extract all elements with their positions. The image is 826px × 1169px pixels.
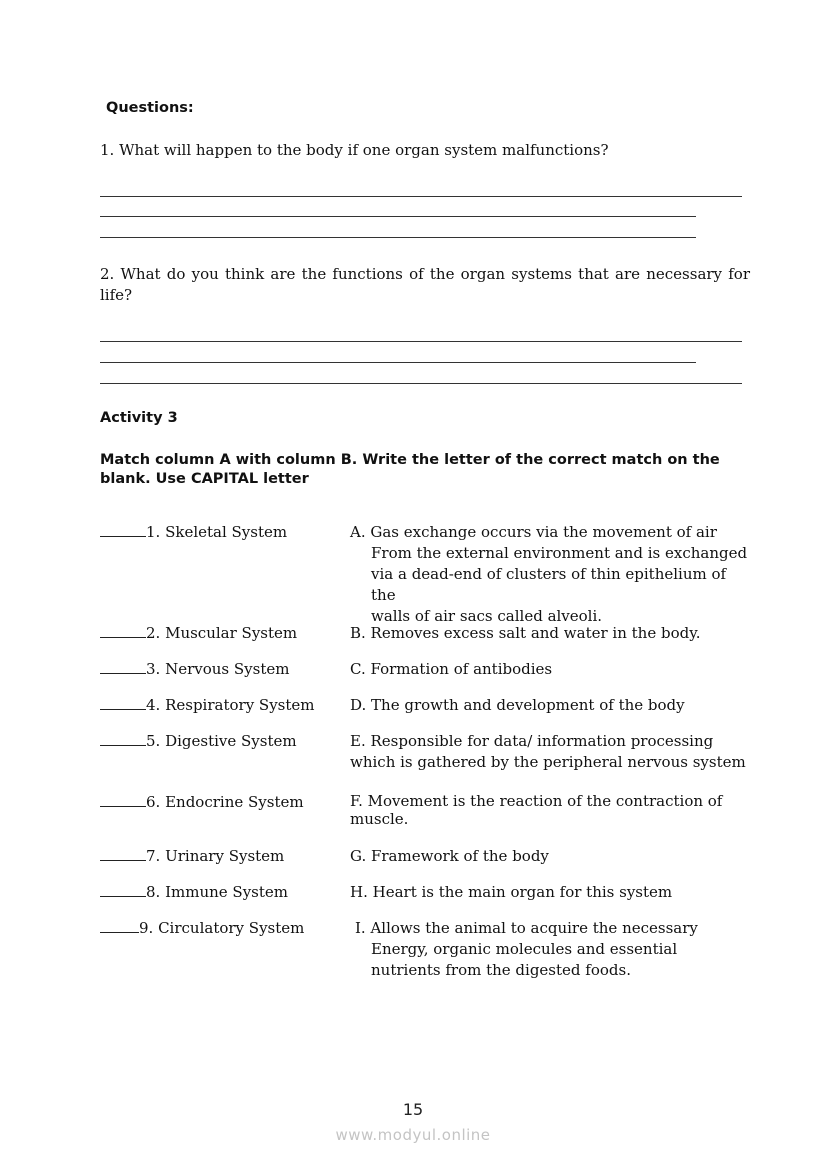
column-a-item-1: 1. Skeletal System [100, 522, 287, 541]
answer-blank[interactable] [100, 882, 146, 897]
watermark: www.modyul.online [335, 1126, 491, 1144]
column-b-item-g: G. Framework of the body [350, 847, 549, 865]
column-b-item-h: H. Heart is the main organ for this system [350, 883, 673, 901]
column-a-item-3: 3. Nervous System [100, 659, 289, 678]
answer-line-2b[interactable] [100, 362, 696, 363]
column-a-item-9: 9. Circulatory System [100, 918, 304, 937]
answer-line-1c[interactable] [100, 237, 696, 238]
answer-blank[interactable] [100, 846, 146, 861]
answer-line-1a[interactable] [100, 196, 742, 197]
answer-blank[interactable] [100, 623, 146, 638]
answer-blank[interactable] [100, 695, 146, 710]
activity-heading: Activity 3 [100, 410, 178, 426]
answer-line-2c[interactable] [100, 383, 742, 384]
answer-blank[interactable] [100, 731, 146, 746]
column-a-item-5: 5. Digestive System [100, 731, 297, 750]
answer-line-1b[interactable] [100, 216, 696, 217]
column-b-item-d: D. The growth and development of the body [350, 696, 685, 714]
column-a-item-2: 2. Muscular System [100, 623, 297, 642]
column-b-item-c: C. Formation of antibodies [350, 660, 553, 678]
activity-instruction: Match column A with column B. Write the letter of the correct match on the blank. Use CAPITAL letter [100, 452, 720, 487]
answer-blank[interactable] [100, 792, 146, 807]
answer-line-2a[interactable] [100, 341, 742, 342]
column-b-item-a: A. Gas exchange occurs via the movement of air From the external environment and is exchanged via a dead-end of clusters of thin epithelium of the walls of air sacs called alveoli. [350, 523, 748, 625]
column-a-item-7: 7. Urinary System [100, 846, 284, 865]
column-b-item-f: F. Movement is the reaction of the contraction of muscle. [350, 792, 723, 828]
answer-blank[interactable] [100, 918, 139, 933]
answer-blank[interactable] [100, 659, 146, 674]
column-a-item-8: 8. Immune System [100, 882, 288, 901]
column-a-item-6: 6. Endocrine System [100, 792, 304, 811]
column-a-item-4: 4. Respiratory System [100, 695, 315, 714]
column-b-item-i: I. Allows the animal to acquire the necessary Energy, organic molecules and essential nutrients from the digested foods. [355, 919, 698, 979]
answer-blank[interactable] [100, 522, 146, 537]
column-b-item-e: E. Responsible for data/ information processing which is gathered by the peripheral nervous system [350, 732, 746, 771]
column-b-item-b: B. Removes excess salt and water in the body. [350, 624, 701, 642]
question-1: 1. What will happen to the body if one organ system malfunctions? [100, 141, 609, 159]
question-2: 2. What do you think are the functions of the organ systems that are necessary for life? [100, 265, 750, 304]
page-number: 15 [402, 1100, 424, 1119]
questions-heading: Questions: [106, 100, 194, 116]
